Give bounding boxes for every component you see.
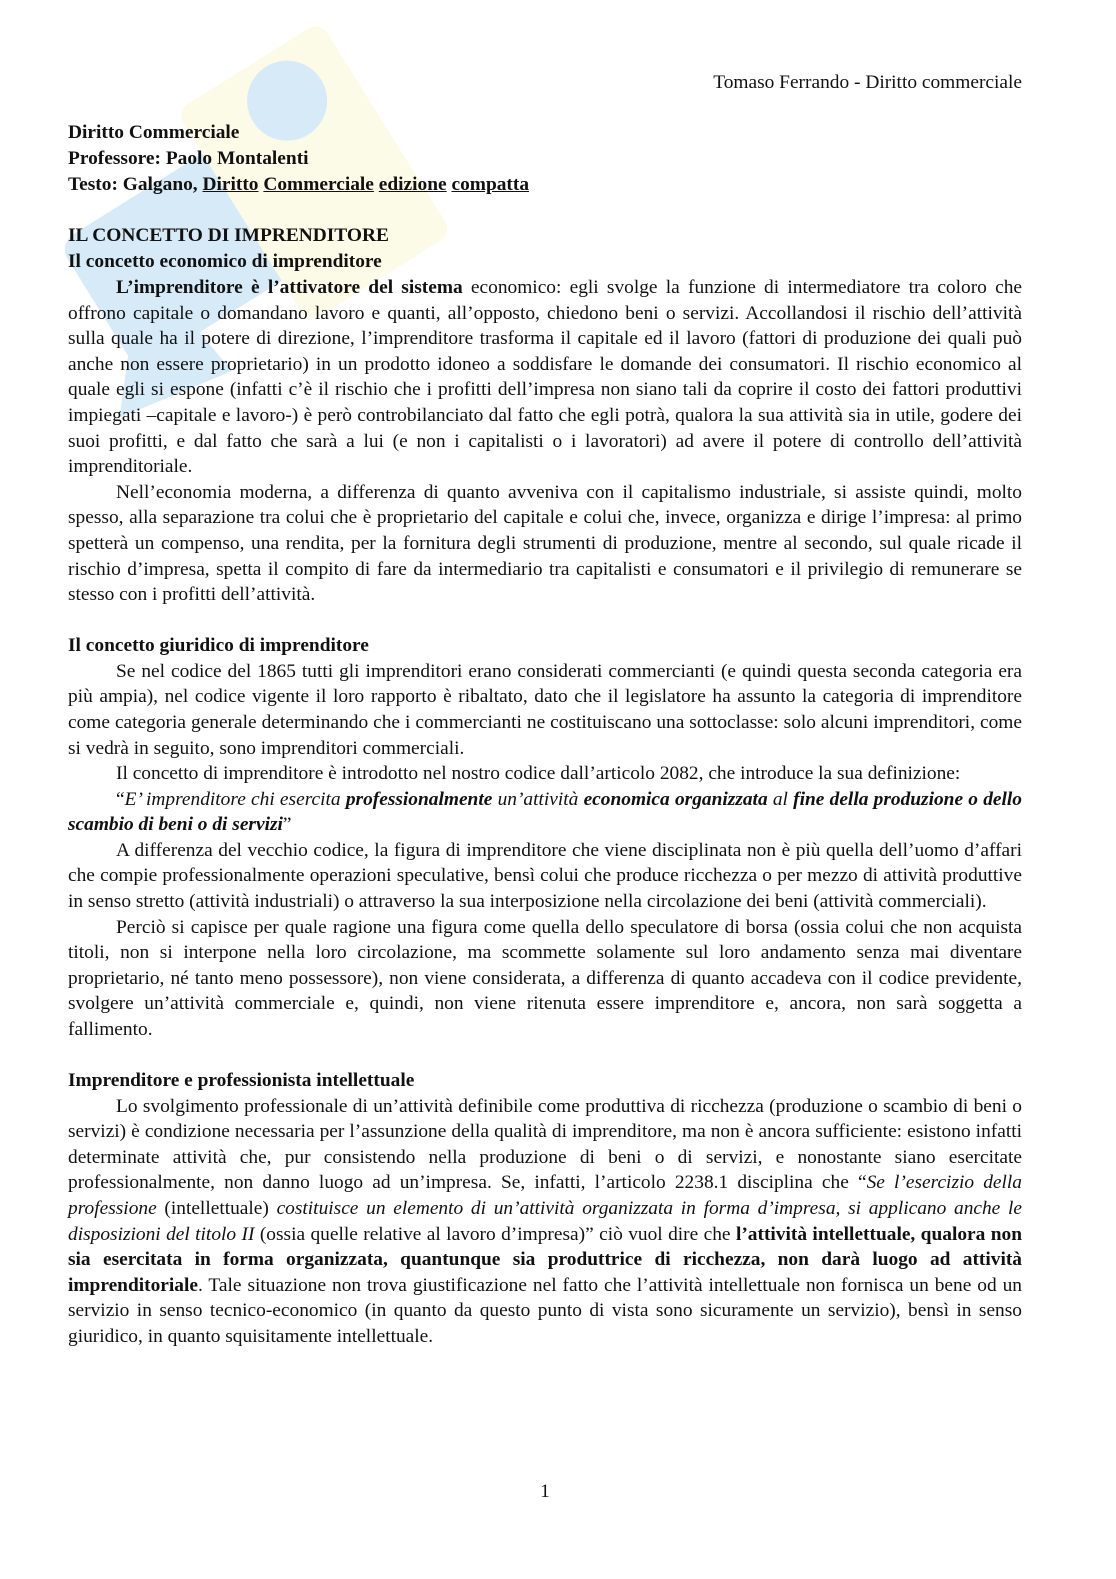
document-page — [68, 0, 1022, 1579]
course-info — [68, 120, 529, 198]
section-title: Il concetto giuridico di imprenditore — [68, 634, 369, 656]
paragraph: Il concetto di imprenditore è introdotto nel nostro codice dall’articolo 2082, che introduce la sua definizione: — [116, 763, 961, 785]
textbook-title-word: compatta — [451, 174, 530, 195]
professor-line: Professore: Paolo Montalenti — [68, 148, 309, 169]
paragraph: Se nel codice del 1865 tutti gli imprenditori erano considerati commercianti (e quindi questa seconda categoria era più ampia), nel codice vigente il loro rapporto è ribaltato, dato che il legislatore ha assunto la categoria di imprenditore come categoria generale determinando che i commercianti ne costituiscano una sottoclasse: solo alcuni imprenditori, come si vedrà in seguito, sono imprenditori commerciali. — [68, 660, 1022, 759]
paragraph: A differenza del vecchio codice, la figura di imprenditore che viene disciplinata non è più quella dell’uomo d’affari che compie professionalmente operazioni speculative, bensì colui che produce ricchezza o per mezzo di attività produttive in senso stretto (attività industriali) o attraverso la sua interposizione nella circolazione dei beni (attività commerciali). — [68, 839, 1022, 913]
textbook-prefix: Testo: Galgano, — [68, 174, 203, 195]
running-header: Tomaso Ferrando - Diritto commerciale — [713, 72, 1022, 93]
textbook-title-word: edizione — [378, 174, 447, 195]
textbook-line — [68, 172, 529, 198]
course-title: Diritto Commerciale — [68, 122, 240, 143]
page-number: 1 — [540, 1481, 550, 1502]
chapter-title: IL CONCETTO DI IMPRENDITORE — [68, 225, 389, 246]
main-content — [68, 223, 1022, 1350]
paragraph: Perciò si capisce per quale ragione una figura come quella dello speculatore di borsa (ossia colui che non acquista titoli, non si interpone nella loro circolazione, ma scommette solamente sul loro andamento senza mai diventare proprietario, né tanto meno possessore), non viene considerata, a differenza di quanto accadeva con il codice previdente, svolgere un’attività commerciale e, quindi, non viene ritenuta essere imprenditore e, ancora, non sarà soggetta a fallimento. — [68, 916, 1022, 1041]
paragraph: L’imprenditore è l’attivatore del sistema economico: egli svolge la funzione di intermediatore tra coloro che offrono capitale o domandano lavoro e quanti, all’opposto, chiedono beni o servizi. Accollandosi il rischio dell’attività sulla quale ha il potere di direzione, l’imprenditore trasforma il capitale ed il lavoro (fattori di produzione dei quali può anche non essere proprietario) in un prodotto idoneo a soddisfare le domande dei consumatori. Il rischio economico al quale egli si espone (infatti c’è il rischio che i profitti dell’impresa non siano tali da coprire il costo dei fattori produttivi impiegati –capitale e lavoro-) è però controbilanciato dal fatto che egli potrà, qualora la sua attività sia in utile, godere dei suoi profitti, e dal fatto che sarà a lui (e non i capitalisti o i lavoratori) ad avere il potere di controllo dell’attività imprenditoriale. — [68, 277, 1022, 478]
bold-lead: L’imprenditore è l’attivatore del sistema — [116, 277, 463, 298]
section-title: Imprenditore e professionista intellettuale — [68, 1069, 415, 1091]
textbook-title-word: Diritto — [202, 174, 259, 195]
paragraph: Lo svolgimento professionale di un’attività definibile come produttiva di ricchezza (produzione o scambio di beni o servizi) è condizione necessaria per l’assunzione della qualità di imprenditore, ma non è ancora sufficiente: esistono infatti determinate attività che, pur consistendo nella produzione di beni o di servizi, e nonostante siano esercitate professionalmente, non danno luogo ad un’impresa. Se, infatti, l’articolo 2238.1 disciplina che “Se l’esercizio della professione (intellettuale) costituisce un elemento di un’attività organizzata in forma d’impresa, si applicano anche le disposizioni del titolo II (ossia quelle relative al lavoro d’impresa)” ciò vuol dire che l’attività intellettuale, qualora non sia esercitata in forma organizzata, quantunque sia produttrice di ricchezza, non darà luogo ad attività imprenditoriale. Tale situazione non trova giustificazione nel fatto che l’attività intellettuale non fornisca un bene od un servizio in senso tecnico-economico (in quanto da questo punto di vista sono sicuramente un servizio), bensì in senso giuridico, in quanto squisitamente intellettuale. — [68, 1095, 1022, 1347]
textbook-title-word: Commerciale — [263, 174, 374, 195]
legal-quote: “E’ imprenditore chi esercita professionalmente un’attività economica organizzata al fine della produzione o dello scambio di beni o di servizi” — [68, 788, 1022, 836]
paragraph: Nell’economia moderna, a differenza di quanto avveniva con il capitalismo industriale, si assiste quindi, molto spesso, alla separazione tra colui che è proprietario del capitale e colui che, invece, organizza e dirige l’impresa: al primo spetterà un compenso, una rendita, per la fornitura degli strumenti di produzione, mentre al secondo, sul quale ricade il rischio d’impresa, spetta il compito di fare da intermediario tra capitalisti e consumatori e il privilegio di remunerare se stesso con i profitti dell’attività. — [68, 481, 1022, 606]
section-title: Il concetto economico di imprenditore — [68, 251, 382, 272]
